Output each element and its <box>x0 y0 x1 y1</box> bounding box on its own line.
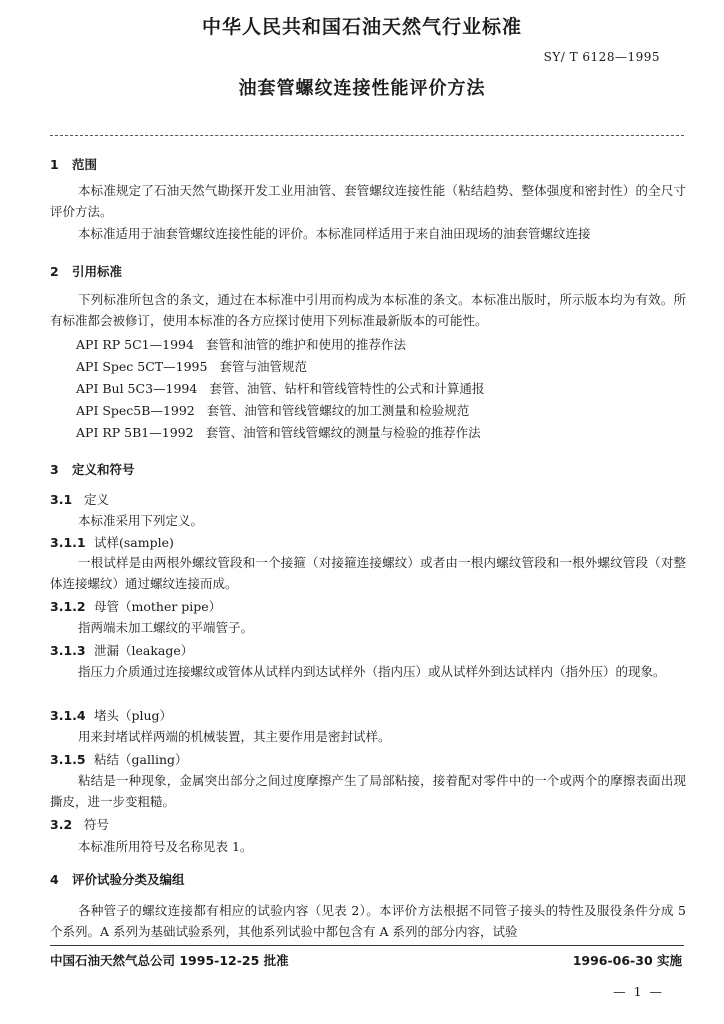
subsection-3-2-paragraph: 本标准所用符号及名称见表 1。 <box>78 839 253 854</box>
section-4-paragraph-1: 各种管子的螺纹连接都有相应的试验内容（见表 2）。本评价方法根据不同管子接头的特性及服役条件分成 5 个系列。A 系列为基础试验系列，其他系列试验中都包含有 A 系列的部分内容，试验 <box>50 903 686 939</box>
reference-item <box>76 357 307 375</box>
reference-code: API Spec5B—1992 <box>76 403 195 418</box>
section-title: 定义和符号 <box>72 462 135 477</box>
subsection-3-1-1-paragraph: 一根试样是由两根外螺纹管段和一个接箍（对接箍连接螺纹）或者由一根内螺纹管段和一根外螺纹管段（对整体连接螺纹）通过螺纹连接而成。 <box>50 555 686 591</box>
footer-divider <box>50 945 684 946</box>
section-title: 范围 <box>72 157 98 172</box>
reference-name: 套管、油管、钻杆和管线管特性的公式和计算通报 <box>209 381 485 396</box>
section-1-paragraph-2: 本标准适用于油套管螺纹连接性能的评价。本标准同样适用于来自油田现场的油套管螺纹连接 <box>78 226 591 241</box>
subsection-title: 试样(sample) <box>94 535 174 550</box>
subsection-number: 3.1 <box>50 492 73 507</box>
subsection-3-1-1-heading <box>50 533 174 551</box>
section-2-heading <box>50 262 122 280</box>
reference-name: 套管和油管的维护和使用的推荐作法 <box>205 337 406 352</box>
section-number: 3 <box>50 462 59 477</box>
subsection-title: 粘结（galling） <box>94 752 188 767</box>
subsection-3-2-heading <box>50 815 109 833</box>
section-3-heading <box>50 460 135 478</box>
document-title: 油套管螺纹连接性能评价方法 <box>238 78 486 99</box>
subsection-3-1-paragraph: 本标准采用下列定义。 <box>78 513 204 528</box>
subsection-number: 3.1.1 <box>50 535 86 550</box>
subsection-3-1-4-paragraph: 用来封堵试样两端的机械装置，其主要作用是密封试样。 <box>78 729 391 744</box>
subsection-3-1-4-heading <box>50 706 172 724</box>
subsection-3-1-5-paragraph: 粘结是一种现象，金属突出部分之间过度摩擦产生了局部粘接，接着配对零件中的一个或两个的摩擦表面出现撕皮，进一步变粗糙。 <box>50 773 686 809</box>
subsection-3-1-2-paragraph: 指两端未加工螺纹的平端管子。 <box>78 620 254 635</box>
implementation-date: 1996-06-30 实施 <box>572 953 682 968</box>
section-title: 引用标准 <box>72 264 123 279</box>
subsection-number: 3.1.3 <box>50 643 86 658</box>
standard-number: SY/ T 6128—1995 <box>543 50 660 64</box>
section-1-paragraph-1: 本标准规定了石油天然气勘探开发工业用油管、套管螺纹连接性能（粘结趋势、整体强度和密封性）的全尺寸评价方法。 <box>50 183 686 219</box>
reference-code: API RP 5C1—1994 <box>76 337 194 352</box>
subsection-title: 堵头（plug） <box>94 708 173 723</box>
subsection-3-1-5-heading <box>50 750 188 768</box>
subsection-number: 3.1.4 <box>50 708 86 723</box>
subsection-3-1-heading <box>50 490 109 508</box>
section-1-heading <box>50 155 97 173</box>
reference-code: API RP 5B1—1992 <box>76 425 194 440</box>
reference-code: API Spec 5CT—1995 <box>76 359 208 374</box>
subsection-title: 母管（mother pipe） <box>94 599 222 614</box>
subsection-title: 泄漏（leakage） <box>94 643 194 658</box>
subsection-title: 符号 <box>84 817 110 832</box>
subsection-number: 3.1.2 <box>50 599 86 614</box>
reference-item <box>76 335 406 353</box>
header-divider <box>50 135 684 136</box>
subsection-title: 定义 <box>84 492 110 507</box>
reference-item <box>76 379 484 397</box>
reference-name: 套管、油管和管线管螺纹的测量与检验的推荐作法 <box>205 425 481 440</box>
section-title: 评价试验分类及编组 <box>72 872 185 887</box>
section-number: 1 <box>50 157 59 172</box>
issuer-title: 中华人民共和国石油天然气行业标准 <box>201 16 522 38</box>
page-number: — 1 — <box>613 984 664 999</box>
reference-name: 套管与油管规范 <box>219 359 307 374</box>
section-2-paragraph-1: 下列标准所包含的条文，通过在本标准中引用而构成为本标准的条文。本标准出版时，所示版本均为有效。所有标准都会被修订，使用本标准的各方应探讨使用下列标准最新版本的可能性。 <box>50 292 686 328</box>
subsection-3-1-2-heading <box>50 597 221 615</box>
approval-date: 中国石油天然气总公司 1995-12-25 批准 <box>50 953 289 968</box>
section-number: 4 <box>50 872 59 887</box>
reference-code: API Bul 5C3—1994 <box>76 381 198 396</box>
subsection-number: 3.2 <box>50 817 73 832</box>
section-number: 2 <box>50 264 59 279</box>
reference-item <box>76 423 481 441</box>
subsection-number: 3.1.5 <box>50 752 86 767</box>
subsection-3-1-3-paragraph: 指压力介质通过连接螺纹或管体从试样内到达试样外（指内压）或从试样外到达试样内（指外压）的现象。 <box>78 664 666 679</box>
reference-name: 套管、油管和管线管螺纹的加工测量和检验规范 <box>206 403 470 418</box>
section-4-heading <box>50 870 185 888</box>
reference-item <box>76 401 469 419</box>
subsection-3-1-3-heading <box>50 641 193 659</box>
